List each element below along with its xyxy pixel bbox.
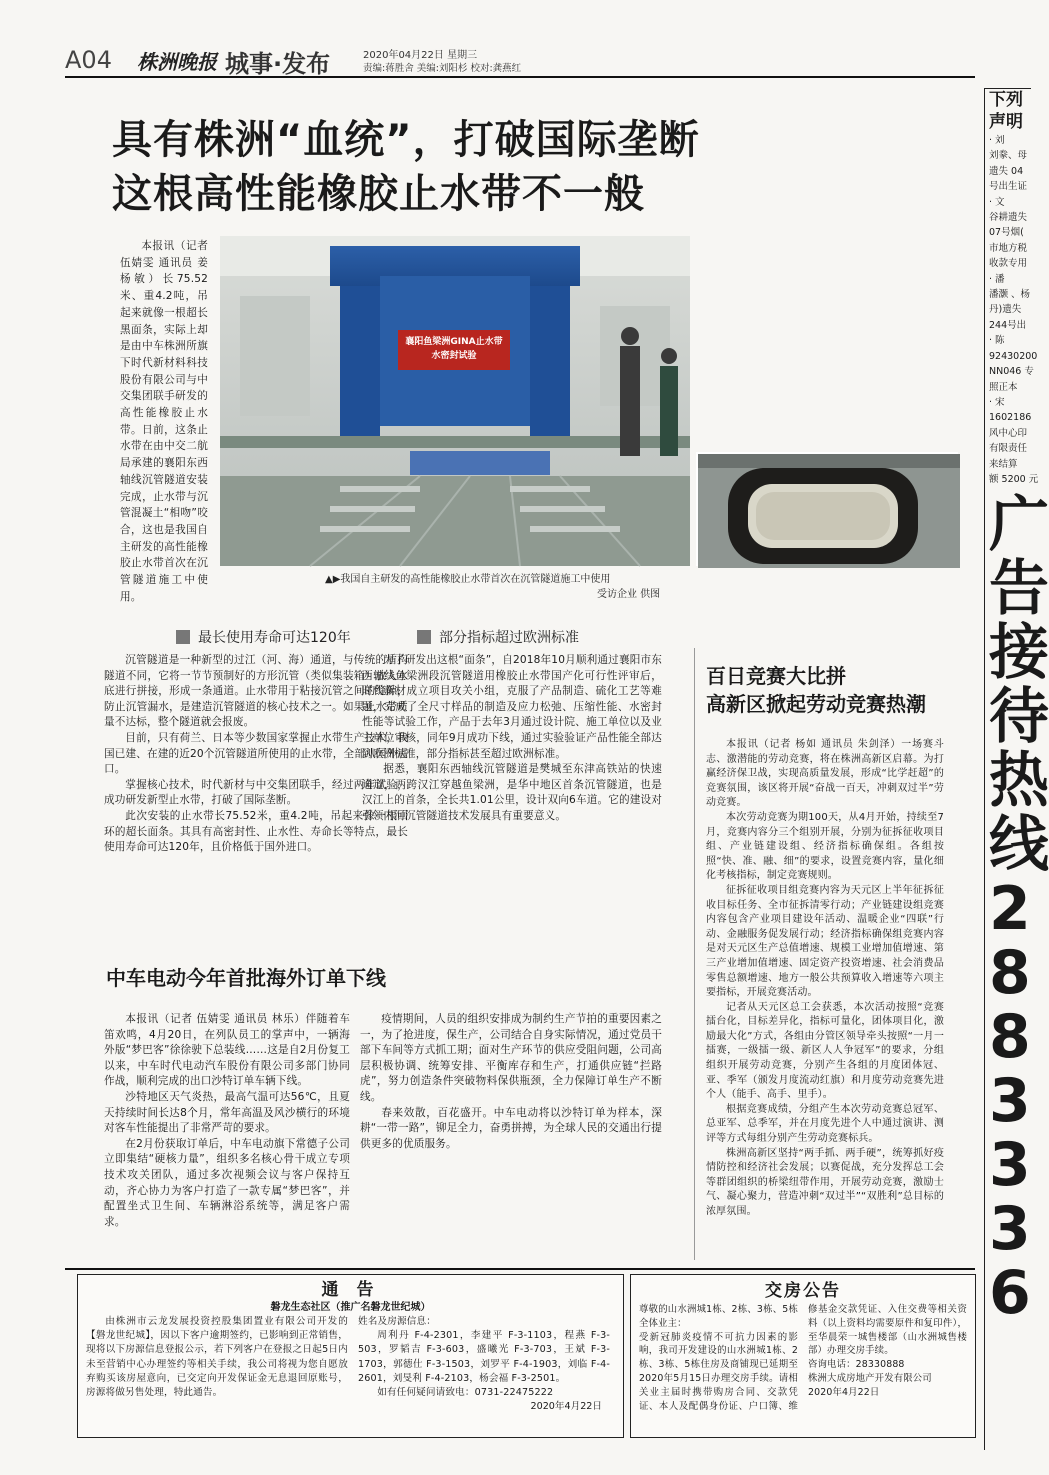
notice-left-list	[358, 1315, 610, 1414]
subheading-text: 最长使用寿命可达120年	[198, 630, 351, 646]
crrc-column-2	[360, 1012, 662, 1152]
subheading-marker	[176, 630, 190, 644]
subheading-marker	[417, 630, 431, 644]
paragraph: 根据竞赛成绩，分组产生本次劳动竞赛总冠军、总亚军、总季军，并在月度先进个人中通过演讲、测评等方式每组分别产生劳动竞赛标兵。	[706, 1103, 944, 1145]
labor-headline-2: 高新区掀起劳动竞赛热潮	[706, 692, 926, 716]
strip-line: · 陈	[989, 335, 1005, 347]
headline-line-1: 具有株洲“血统”，打破国际垄断	[112, 117, 700, 163]
section-name: 城事·发布	[225, 50, 331, 78]
strip-line: 额 5200 元	[989, 473, 1039, 485]
paragraph: 掌握核心技术，时代新材与中交集团联手，经过两年试验，成功研发新型止水带，打破了国际垄断。	[104, 778, 408, 807]
notices-rule	[65, 1268, 975, 1270]
strip-line: 号出生证	[989, 181, 1028, 193]
notice-right-text	[639, 1303, 967, 1413]
notice-left	[77, 1274, 624, 1438]
subheading-euro-standard	[417, 627, 579, 647]
strip-lines	[985, 133, 1039, 487]
notice-left-contact: 如有任何疑问请致电：0731-22475222	[377, 1387, 554, 1399]
paragraph: 本次劳动竞赛为期100天，从4月开始，持续至7月，竞赛内容分三个组别开展，分别为征拆征收项目组、产业链建设组、经济指标确保组。各组按照“快、准、融、细”的要求，设置竞赛内容，量化细化考核指标，制定竞赛规则。	[706, 811, 944, 882]
strip-big-char: 待	[989, 682, 1049, 753]
main-photo	[220, 236, 690, 566]
strip-big-char: 接	[989, 618, 1049, 689]
notice-left-body	[86, 1315, 615, 1414]
strip-line: 刘豢、母	[989, 150, 1028, 162]
strip-line: 照正本	[989, 381, 1018, 393]
strip-big-char: 3	[989, 1194, 1031, 1265]
strip-line: · 刘	[989, 135, 1005, 146]
page-header	[65, 40, 975, 80]
notice-right-phone: 咨询电话：28330888	[808, 1359, 905, 1371]
notice-right-greeting: 尊敬的山水洲城1栋、2栋、3栋、5栋全体业主：	[639, 1304, 798, 1329]
strip-big-char: 线	[989, 810, 1049, 881]
paragraph: 本报讯（记者 杨如 通讯员 朱剑泽）一场赛斗志、激潜能的劳动竞赛，将在株洲高新区启幕。为打赢经济保卫战，实现高质量发展，形成“比学赶超”的竞赛氛围，该区将开展“奋战一百天，冲刺双过半”劳动竞赛。	[706, 739, 944, 809]
strip-line: 收款专用	[989, 258, 1028, 270]
paper-logo: 株洲晚报	[137, 50, 217, 74]
strip-big-char: 广	[989, 490, 1049, 561]
strip-line: 市地方税	[989, 242, 1028, 254]
paragraph: 本报讯（记者 伍婧雯 通讯员 林乐）伴随着车笛欢鸣，4月20日，在列队员工的掌声中，一辆海外版“梦巴客”徐徐驶下总装线……这是自2月份复工以来，中车时代电动汽车股份有限公司多部门协同作战，顺利完成的出口沙特订单车辆下线。	[104, 1013, 350, 1088]
notice-left-list-label: 姓名及房源信息：	[358, 1316, 436, 1327]
column-divider	[694, 648, 695, 1260]
paragraph: 记者从天元区总工会获悉，本次活动按照“竞赛擂台化，目标差异化，指标可量化，团体项目化，激励最大化”方式，各组由分管区领导牵头按照“一月一擂赛，一级擂一级、新区人人争冠军”的要求，分组组织开展劳动竞赛，分别产生各组的月度团体冠、亚、季军（颁发月度流动红旗）和月度劳动竞赛先进个人（能手、高手、里手）。	[706, 1001, 944, 1101]
paragraph: 春来效散，百花盛开。中车电动将以沙特订单为样本，深耕“一带一路”，铆足全力，奋勇拼搏，为全球人民的交通出行提供更多的优质服务。	[360, 1106, 662, 1150]
strip-line: 有限责任	[989, 443, 1028, 455]
strip-line: NN046 专	[989, 366, 1034, 378]
notice-right	[630, 1274, 976, 1438]
labor-column	[706, 738, 944, 1220]
photo-banner: 襄阳鱼梁洲GINA止水带水密封试验	[398, 330, 510, 370]
crrc-column-1	[104, 1012, 350, 1230]
seal-ring-illustration	[698, 454, 960, 568]
strip-big-char: 告	[989, 554, 1049, 625]
subheading-service-life	[176, 627, 351, 647]
strip-line: 07号烟(	[989, 227, 1024, 239]
notice-left-date: 2020年4月22日	[530, 1401, 602, 1413]
strip-line: 谷耕遗失	[989, 212, 1028, 224]
right-strip	[984, 88, 1049, 1450]
strip-line: 1602186	[989, 412, 1032, 424]
strip-big-characters	[985, 490, 1049, 1329]
strip-line: · 宋	[989, 396, 1005, 408]
strip-heading-2: 声明	[989, 112, 1023, 132]
strip-line: 244号出	[989, 319, 1027, 331]
strip-heading-1: 下列	[989, 90, 1023, 110]
notice-left-text: 由株洲市云龙发展投资控股集团置业有限公司开发的【磐龙世纪城】，因以下客户逾期签约，已影响到正常销售，现将以下房源信息登报公示，若下列客户在登报之日起5日内未至营销中心办理签约等相关手续，我公司将视为您自愿放弃购买该房屋意向，已交定向开发保证金无息退回原账号，房源将做另售处理，特此通告。	[86, 1316, 348, 1399]
strip-big-char: 3	[989, 1066, 1031, 1137]
headline-line-2: 这根高性能橡胶止水带不一般	[112, 171, 645, 217]
strip-big-char: 8	[989, 1002, 1031, 1073]
notice-left-subtitle: 磐龙生态社区（推广名磐龙世纪城）	[270, 1302, 431, 1313]
inset-photo	[696, 452, 958, 566]
subheading-text: 部分指标超过欧洲标准	[439, 630, 579, 646]
strip-line: 潘灏 、杨	[989, 289, 1031, 301]
issue-date: 2020年04月22日 星期三	[363, 50, 478, 61]
strip-big-char: 8	[989, 938, 1031, 1009]
notice-left-title: 通 告	[321, 1280, 380, 1300]
paragraph: 株洲高新区坚持“两手抓、两手硬”，统筹抓好疫情防控和经济社会发展；以赛促战，充分发挥总工会等群团组织的桥梁纽带作用，开展劳动竞赛，激励士气、凝心聚力，营造冲刺“双过半”“双胜利”总目标的浓厚氛围。	[706, 1147, 944, 1217]
paragraph: 沙特地区天气炎热，最高气温可达56℃，且夏天持续时间长达8个月，常年高温及风沙横行的环境对客车性能提出了非常严苛的要求。	[104, 1090, 350, 1135]
strip-big-char: 2	[989, 874, 1031, 945]
lead-paragraph: 本报讯（记者 伍婧雯 通讯员 姜杨敏）长75.52米、重4.2吨，吊起来就像一根超长黑面条，实际上却是由中车株洲所旗下时代新材料科技股份有限公司与中交集团联手研发的高性能橡胶止水带。日前，这条止水带在由中交二航局承建的襄阳东西轴线沉管隧道安装完成，止水带与沉管混凝土“相吻”咬合，这也是我国自主研发的高性能橡胶止水带首次在沉管隧道施工中使用。	[120, 240, 208, 603]
labor-headline-1: 百日竞赛大比拼	[706, 664, 846, 688]
paragraph: 据悉，襄阳东西轴线沉管隧道是樊城至东津高铁站的快速通道，两跨汉江穿越鱼梁洲，是华中地区首条沉管隧道，也是汉江上的首条，全长共1.01公里，设计双向6车道。它的建设对引领内河沉管隧道技术发展具有重要意义。	[362, 763, 662, 822]
strip-big-char: 热	[989, 746, 1049, 817]
notice-right-title: 交房公告	[765, 1281, 841, 1301]
strip-big-char: 3	[989, 1130, 1031, 1201]
crrc-headline: 中车电动今年首批海外订单下线	[106, 966, 386, 990]
paragraph: 沉管隧道是一种新型的过江（河、海）通道，与传统的盾构隧道不同，它将一节节预制好的方形沉管（类似集装箱）放入水底进行拼接，形成一条通道。止水带用于粘接沉管之间的缝隙，防止沉管漏水，是建造沉管隧道的核心技术之一。如果止水带质量不达标，整个隧道就会报废。	[104, 654, 408, 729]
notice-right-company: 株洲大成房地产开发有限公司	[808, 1372, 932, 1384]
strip-line: 风中心印	[989, 427, 1028, 439]
strip-line: · 文	[989, 196, 1005, 208]
notice-left-names: 周利丹 F-4-2301，李建平 F-3-1103，程燕 F-3-503，罗韬吉 F-3-603，盛曦光 F-3-703，王斌 F-3-1703，郭德仕 F-3-1503，刘罗平 F-4-1903，刘临 F-4-2601，刘旻利 F-4-2103，杨会福 F-3-2501。	[358, 1330, 610, 1384]
factory-illustration	[220, 236, 690, 566]
strip-line: 丹)遗失	[989, 304, 1022, 316]
notice-right-date: 2020年4月22日	[808, 1386, 880, 1398]
paragraph: 目前，只有荷兰、日本等少数国家掌握止水带生产技术，我国已建、在建的近20个沉管隧道所使用的止水带，全部从国外进口。	[104, 731, 408, 776]
strip-line: 来结算	[989, 458, 1018, 470]
strip-big-char: 6	[989, 1258, 1031, 1329]
paragraph: 征拆征收项目组竞赛内容为天元区上半年征拆征收目标任务、全市征拆清零行动；产业链建设组竞赛内容包含产业项目建设年活动、温暖企业“四联”行动、金融服务促发展行动；经济指标确保组竞赛内容是对天元区生产总值增速、规模工业增加值增速、第三产业增加值增速、固定资产投资增速、社会消费品零售总额增速、地方一般公共预算收入增速等六项主要指标，开展竞赛活动。	[706, 884, 944, 999]
photo-credit: 受访企业 供图	[597, 589, 661, 600]
notice-right-body: 受新冠肺炎疫情不可抗力因素的影响，我司开发建设的山水洲城1栋、2栋、3栋、5栋住房及商铺现已延期至2020年5月15日办理交房手续。请相关业主届时携带购房合同、交款凭证、本人及配偶身份证、户口簿、维修基金交款凭证、入住交费等相关资料（以上资料均需要原件和复印件），至华晨荣一城售楼部（山水洲城售楼部）办理交房手续。	[639, 1304, 967, 1412]
column-2-text	[362, 653, 662, 825]
page-number: A04	[65, 46, 112, 74]
strip-line: · 潘	[989, 273, 1005, 285]
strip-line: 92430200	[989, 350, 1038, 362]
paragraph: 在2月份获取订单后，中车电动旗下常德子公司立即集结“硬核力量”，组织多名核心骨干成立专项技术攻关团队，通过多次视频会议与客户保持互动，齐心协力为客户打造了一款专属“梦巴客”，并配置坐式卫生间、车辆淋浴系统等，满足客户需求。	[104, 1137, 350, 1228]
strip-line: 遗失 04	[989, 165, 1024, 177]
photo-caption: ▲▶我国自主研发的高性能橡胶止水带首次在沉管隧道施工中使用	[325, 574, 611, 585]
paragraph: 此次安装的止水带长75.52米，重4.2吨，吊起来像一根回环的超长面条。其具有高密封性、止水性、寿命长等特点，最长使用寿命可达120年，且价格低于国外进口。	[104, 809, 408, 854]
editor-credits: 责编:蒋胜舍 美编:刘阳杉 校对:龚燕红	[363, 63, 522, 74]
paragraph: 为了研发出这根“面条”，自2018年10月顺利通过襄阳市东西轴线鱼梁洲段沉管隧道用橡胶止水带国产化可行性评审后，时代新材成立项目攻关小组，克服了产品制造、硫化工艺等难题，完成了全尺寸样品的制造及应力松弛、压缩性能、水密封性能等试验工作，产品于去年3月通过设计院、施工单位以及业主单位审核，同年9月成功下线，通过实验验证产品性能全部达到欧洲标准，部分指标甚至超过欧洲标准。	[362, 654, 662, 760]
paragraph: 疫情期间，人员的组织安排成为制约生产节拍的重要因素之一，为了抢进度，保生产，公司结合自身实际情况，通过党员干部下车间等方式抓工期；面对生产环节的供应受阻问题，公司高层积极协调、统筹安排、平衡库存和生产，打通供应链“拦路虎”，努力创造条件突破物料保供瓶颈，全力保障订单生产不断线。	[360, 1013, 662, 1103]
header-rule	[65, 76, 975, 78]
